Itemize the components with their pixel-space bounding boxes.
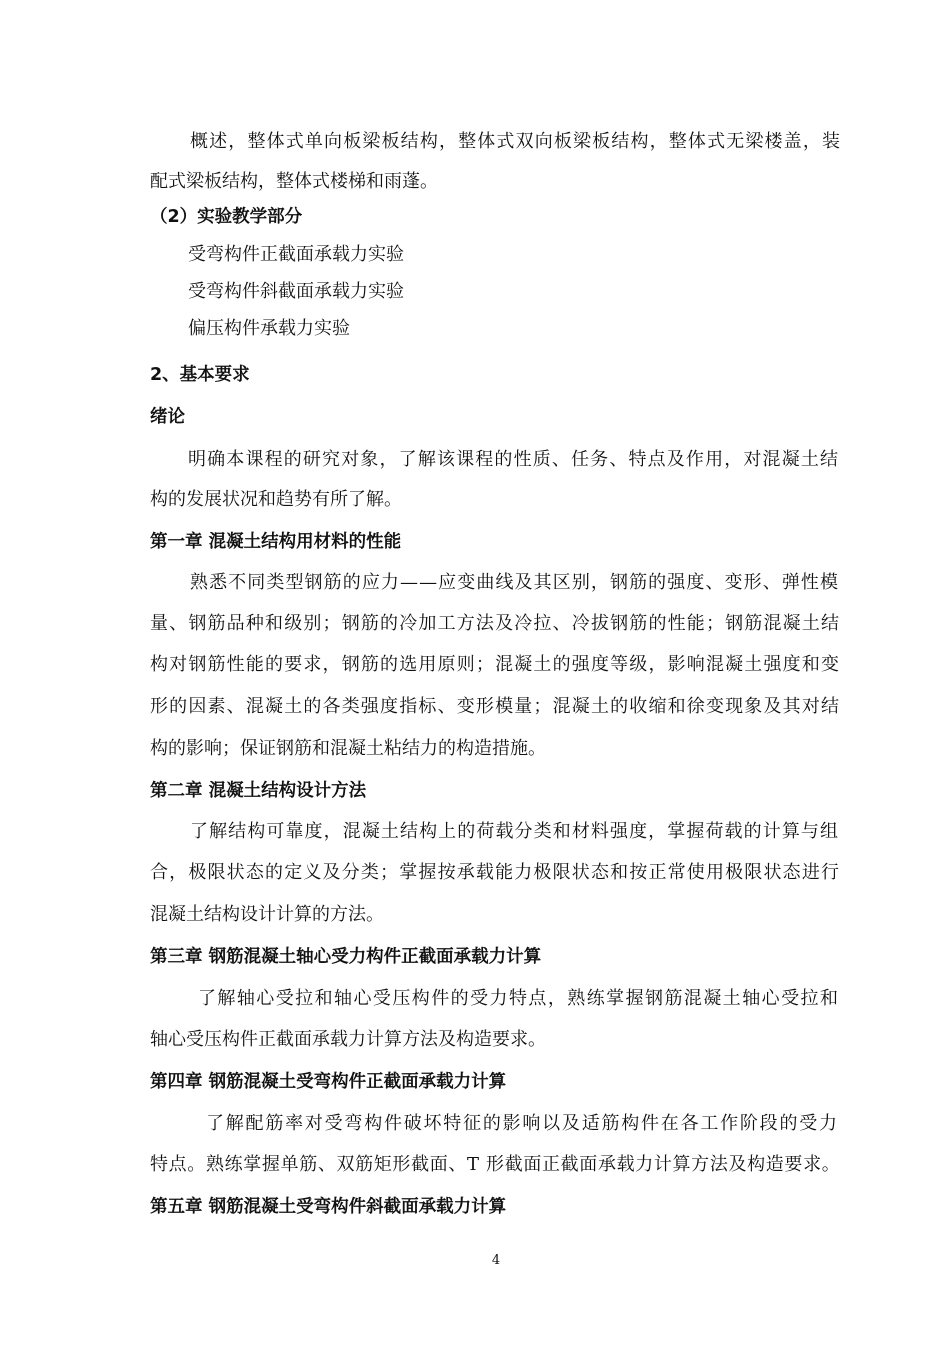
paragraph-line: 构的发展状况和趋势有所了解。 — [150, 489, 402, 510]
paragraph-line: 轴心受压构件正截面承载力计算方法及构造要求。 — [150, 1029, 546, 1050]
paragraph-line: 量、钢筋品种和级别；钢筋的冷加工方法及冷拉、冷拔钢筋的性能；钢筋混凝土结 — [150, 613, 840, 634]
page-number: 4 — [491, 1253, 501, 1268]
list-item: 受弯构件斜截面承载力实验 — [188, 281, 404, 302]
paragraph-line: 概述，整体式单向板梁板结构，整体式双向板梁板结构，整体式无梁楼盖，装 — [190, 131, 841, 152]
paragraph-line: 熟悉不同类型钢筋的应力——应变曲线及其区别，钢筋的强度、变形、弹性模 — [190, 572, 839, 593]
paragraph-line: 明确本课程的研究对象，了解该课程的性质、任务、特点及作用，对混凝土结 — [188, 449, 839, 470]
list-item: 偏压构件承载力实验 — [188, 318, 350, 339]
paragraph-line: 了解轴心受拉和轴心受压构件的受力特点，熟练掌握钢筋混凝土轴心受拉和 — [198, 988, 839, 1009]
chapter-heading: 第一章 混凝土结构用材料的性能 — [150, 532, 402, 552]
section-heading: 2、基本要求 — [150, 365, 250, 385]
paragraph-line: 构对钢筋性能的要求，钢筋的选用原则；混凝土的强度等级，影响混凝土强度和变 — [150, 654, 840, 675]
paragraph-line: 了解配筋率对受弯构件破坏特征的影响以及适筋构件在各工作阶段的受力 — [206, 1113, 839, 1134]
paragraph-line: 特点。熟练掌握单筋、双筋矩形截面、T 形截面正截面承载力计算方法及构造要求。 — [150, 1154, 840, 1175]
chapter-heading: 第二章 混凝土结构设计方法 — [150, 781, 367, 801]
section-heading: （2）实验教学部分 — [150, 207, 303, 227]
chapter-heading: 第三章 钢筋混凝土轴心受力构件正截面承载力计算 — [150, 947, 542, 967]
chapter-heading: 第五章 钢筋混凝土受弯构件斜截面承载力计算 — [150, 1197, 507, 1217]
paragraph-line: 合，极限状态的定义及分类；掌握按承载能力极限状态和按正常使用极限状态进行 — [150, 862, 840, 883]
section-heading: 绪论 — [150, 407, 185, 427]
paragraph-line: 了解结构可靠度，混凝土结构上的荷载分类和材料强度，掌握荷载的计算与组 — [190, 821, 839, 842]
paragraph-line: 配式梁板结构，整体式楼梯和雨蓬。 — [150, 171, 438, 192]
paragraph-line: 混凝土结构设计计算的方法。 — [150, 904, 384, 925]
chapter-heading: 第四章 钢筋混凝土受弯构件正截面承载力计算 — [150, 1072, 507, 1092]
paragraph-line: 构的影响；保证钢筋和混凝土粘结力的构造措施。 — [150, 738, 546, 759]
paragraph-line: 形的因素、混凝土的各类强度指标、变形模量；混凝土的收缩和徐变现象及其对结 — [150, 696, 840, 717]
list-item: 受弯构件正截面承载力实验 — [188, 244, 404, 265]
